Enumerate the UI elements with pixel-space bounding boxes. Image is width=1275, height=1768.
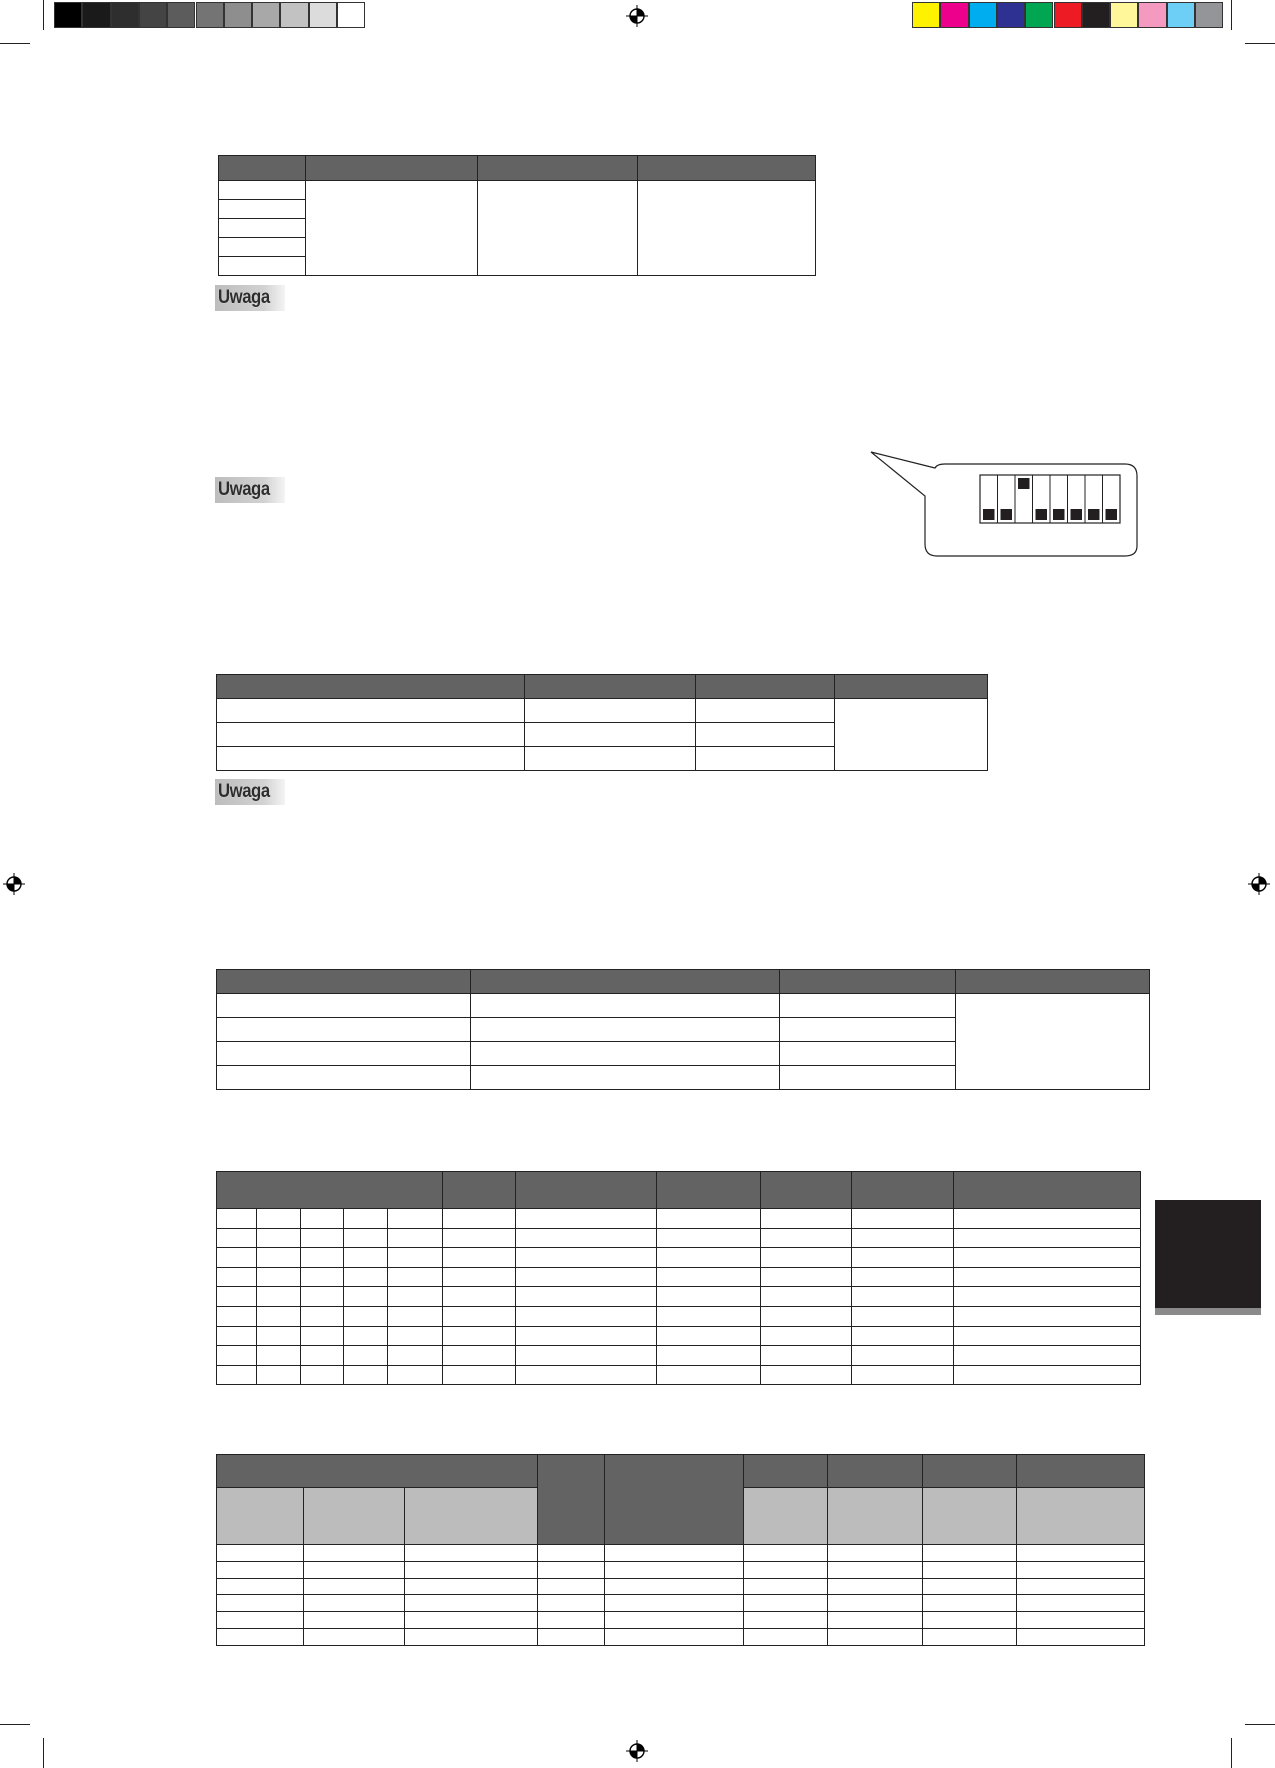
- table-cell: [217, 1248, 257, 1268]
- table-row: [217, 1228, 1141, 1248]
- table-cell: [525, 747, 696, 771]
- table-cell: [304, 1578, 405, 1595]
- table-cell: [217, 1326, 257, 1346]
- table-cell: [257, 1287, 301, 1307]
- table-header-cell: [696, 675, 835, 699]
- table-cell-merged: [835, 699, 988, 771]
- table-cell: [217, 723, 525, 747]
- table-cell: [1017, 1545, 1145, 1562]
- table-cell: [217, 1018, 471, 1042]
- dip-switch-lever-1: [983, 509, 995, 520]
- table-cell: [605, 1595, 744, 1612]
- table-cell: [525, 699, 696, 723]
- table-cell: [744, 1595, 828, 1612]
- table-cell: [852, 1365, 954, 1385]
- table-cell: [923, 1628, 1017, 1645]
- table-cell: [443, 1228, 516, 1248]
- table-header-cell: [954, 1172, 1141, 1209]
- table-cell: [217, 1578, 304, 1595]
- table-cell: [388, 1248, 443, 1268]
- table-cell: [217, 1346, 257, 1366]
- table-cell: [388, 1267, 443, 1287]
- table-header-cell: [956, 970, 1150, 994]
- table-cell: [217, 1228, 257, 1248]
- table-header-cell: [1017, 1455, 1145, 1488]
- note-label: Uwaga: [215, 477, 285, 503]
- table-cell: [301, 1248, 344, 1268]
- table-cell: [852, 1248, 954, 1268]
- table-header-cell: [923, 1455, 1017, 1488]
- table-cell: [516, 1248, 657, 1268]
- table-row: [217, 1209, 1141, 1229]
- grayscale-swatch: [167, 2, 195, 28]
- table-cell: [605, 1545, 744, 1562]
- table-cell: [1017, 1561, 1145, 1578]
- table-header-cell: [780, 970, 956, 994]
- table-5: [216, 1454, 1145, 1646]
- table-cell: [852, 1267, 954, 1287]
- table-cell: [443, 1346, 516, 1366]
- table-cell: [257, 1228, 301, 1248]
- table-row: [217, 1306, 1141, 1326]
- table-cell: [443, 1248, 516, 1268]
- table-cell: [761, 1306, 852, 1326]
- table-cell: [516, 1228, 657, 1248]
- table-cell: [538, 1545, 605, 1562]
- table-cell: [219, 257, 306, 276]
- dip-switch-lever-7: [1088, 509, 1100, 520]
- table-cell: [217, 1267, 257, 1287]
- table-cell: [257, 1267, 301, 1287]
- table-cell: [852, 1209, 954, 1229]
- table-cell: [301, 1326, 344, 1346]
- table-cell: [405, 1561, 538, 1578]
- table-cell: [344, 1267, 388, 1287]
- table-cell: [657, 1346, 761, 1366]
- table-cell: [744, 1561, 828, 1578]
- table-header-cell: [217, 1455, 538, 1488]
- table-cell: [257, 1209, 301, 1229]
- crop-mark: [1245, 1724, 1275, 1725]
- table-cell: [852, 1306, 954, 1326]
- table-cell: [923, 1595, 1017, 1612]
- color-swatch: [912, 2, 940, 28]
- table-cell: [657, 1248, 761, 1268]
- table-cell: [257, 1346, 301, 1366]
- dip-switch-lever-3: [1018, 478, 1030, 489]
- table-cell: [696, 723, 835, 747]
- table-cell: [538, 1561, 605, 1578]
- table-2: [216, 674, 988, 771]
- table-cell: [605, 1561, 744, 1578]
- table-cell: [217, 699, 525, 723]
- grayscale-swatch: [54, 2, 82, 28]
- grayscale-swatch: [337, 2, 365, 28]
- dip-switch: [980, 475, 1120, 523]
- table-cell: [217, 1545, 304, 1562]
- grayscale-swatch: [252, 2, 280, 28]
- table-cell: [538, 1578, 605, 1595]
- table-cell: [954, 1228, 1141, 1248]
- table-cell: [443, 1306, 516, 1326]
- color-swatch: [1195, 2, 1223, 28]
- table-cell: [761, 1228, 852, 1248]
- table-header-cell: [219, 156, 306, 181]
- crop-mark: [1231, 1738, 1232, 1768]
- color-swatch: [1054, 2, 1082, 28]
- table-header-cell: [828, 1455, 923, 1488]
- table-cell: [744, 1612, 828, 1629]
- table-cell: [828, 1561, 923, 1578]
- table-cell: [301, 1287, 344, 1307]
- dip-switch-lever-5: [1053, 509, 1065, 520]
- registration-mark-left-icon: [3, 873, 25, 895]
- table-row: [217, 1326, 1141, 1346]
- table-cell: [828, 1628, 923, 1645]
- table-row: [217, 1346, 1141, 1366]
- table-cell: [954, 1209, 1141, 1229]
- table-cell: [852, 1228, 954, 1248]
- table-header-cell: [852, 1172, 954, 1209]
- table-subheader-cell: [923, 1488, 1017, 1545]
- table-cell: [1017, 1578, 1145, 1595]
- table-row: [217, 1628, 1145, 1645]
- table-row: [217, 1365, 1141, 1385]
- table-header-cell: [835, 675, 988, 699]
- table-cell: [516, 1287, 657, 1307]
- table-cell: [217, 747, 525, 771]
- grayscale-swatch: [224, 2, 252, 28]
- table-cell: [405, 1595, 538, 1612]
- table-row: [217, 1545, 1145, 1562]
- table-cell: [923, 1612, 1017, 1629]
- table-header-cell: [605, 1455, 744, 1545]
- crop-mark: [0, 43, 30, 44]
- table-cell: [780, 1042, 956, 1066]
- table-cell: [605, 1612, 744, 1629]
- crop-mark: [0, 1724, 30, 1725]
- table-cell: [344, 1306, 388, 1326]
- table-cell: [344, 1287, 388, 1307]
- table-cell-merged: [638, 181, 816, 276]
- table-cell: [657, 1209, 761, 1229]
- crop-mark: [43, 1738, 44, 1768]
- table-cell: [301, 1346, 344, 1366]
- table-cell: [744, 1628, 828, 1645]
- dip-switch-callout: [865, 448, 1145, 558]
- table-cell: [304, 1561, 405, 1578]
- table-header-cell: [525, 675, 696, 699]
- table-cell: [761, 1365, 852, 1385]
- table-cell: [304, 1595, 405, 1612]
- table-cell: [1017, 1612, 1145, 1629]
- table-cell: [217, 1365, 257, 1385]
- crop-mark: [1231, 0, 1232, 30]
- color-swatch: [1138, 2, 1166, 28]
- table-row: [217, 1287, 1141, 1307]
- table-cell: [301, 1228, 344, 1248]
- table-cell: [304, 1612, 405, 1629]
- table-cell: [344, 1248, 388, 1268]
- table-1: [218, 155, 816, 276]
- table-cell: [257, 1365, 301, 1385]
- table-cell: [405, 1628, 538, 1645]
- dip-switch-lever-2: [1001, 509, 1013, 520]
- table-cell: [954, 1267, 1141, 1287]
- table-cell: [217, 994, 471, 1018]
- table-cell: [954, 1287, 1141, 1307]
- table-cell: [219, 181, 306, 200]
- table-cell: [657, 1228, 761, 1248]
- table-cell: [443, 1209, 516, 1229]
- table-cell: [304, 1628, 405, 1645]
- table-cell: [301, 1365, 344, 1385]
- table-cell: [443, 1287, 516, 1307]
- table-cell: [954, 1365, 1141, 1385]
- table-cell: [471, 994, 780, 1018]
- table-cell: [828, 1545, 923, 1562]
- table-cell: [852, 1287, 954, 1307]
- table-cell: [761, 1326, 852, 1346]
- table-cell: [219, 238, 306, 257]
- table-cell: [443, 1326, 516, 1346]
- table-cell: [923, 1561, 1017, 1578]
- table-cell: [954, 1306, 1141, 1326]
- grayscale-swatch: [196, 2, 224, 28]
- table-cell: [696, 747, 835, 771]
- table-cell: [744, 1545, 828, 1562]
- table-cell: [1017, 1595, 1145, 1612]
- table-header-cell: [217, 1172, 443, 1209]
- table-cell: [516, 1326, 657, 1346]
- color-swatch: [1082, 2, 1110, 28]
- table-cell: [471, 1066, 780, 1090]
- table-cell: [219, 200, 306, 219]
- registration-mark-top-icon: [626, 5, 648, 27]
- table-cell: [304, 1545, 405, 1562]
- grayscale-swatch: [139, 2, 167, 28]
- table-cell: [405, 1578, 538, 1595]
- table-cell: [761, 1248, 852, 1268]
- table-cell: [388, 1287, 443, 1307]
- table-header-cell: [443, 1172, 516, 1209]
- table-cell: [657, 1365, 761, 1385]
- table-3: [216, 969, 1150, 1090]
- table-cell: [780, 994, 956, 1018]
- table-cell: [217, 1287, 257, 1307]
- table-cell: [516, 1209, 657, 1229]
- table-cell-merged: [306, 181, 478, 276]
- table-subheader-cell: [304, 1488, 405, 1545]
- table-row: [217, 1561, 1145, 1578]
- table-cell: [344, 1346, 388, 1366]
- grayscale-swatch: [309, 2, 337, 28]
- table-cell: [516, 1365, 657, 1385]
- table-header-cell: [744, 1455, 828, 1488]
- table-cell: [923, 1578, 1017, 1595]
- table-cell: [217, 1042, 471, 1066]
- table-cell: [471, 1018, 780, 1042]
- table-header-cell: [217, 675, 525, 699]
- grayscale-swatch: [82, 2, 110, 28]
- table-header-cell: [638, 156, 816, 181]
- table-cell: [257, 1306, 301, 1326]
- table-cell: [217, 1066, 471, 1090]
- table-cell: [405, 1545, 538, 1562]
- table-row: [217, 1248, 1141, 1268]
- color-swatch: [1110, 2, 1138, 28]
- table-header-cell: [217, 970, 471, 994]
- table-cell: [852, 1326, 954, 1346]
- table-cell: [538, 1612, 605, 1629]
- table-cell: [538, 1628, 605, 1645]
- table-cell: [954, 1248, 1141, 1268]
- table-cell: [217, 1306, 257, 1326]
- table-cell: [257, 1326, 301, 1346]
- table-cell: [217, 1209, 257, 1229]
- table-header-cell: [306, 156, 478, 181]
- table-cell-merged: [956, 994, 1150, 1090]
- table-cell: [217, 1561, 304, 1578]
- table-cell: [471, 1042, 780, 1066]
- table-subheader-cell: [217, 1488, 304, 1545]
- table-cell: [301, 1306, 344, 1326]
- table-cell: [657, 1306, 761, 1326]
- table-cell: [344, 1365, 388, 1385]
- table-subheader-cell: [1017, 1488, 1145, 1545]
- color-swatch: [997, 2, 1025, 28]
- table-cell: [443, 1365, 516, 1385]
- table-cell: [780, 1018, 956, 1042]
- table-4: [216, 1171, 1141, 1385]
- registration-mark-right-icon: [1248, 873, 1270, 895]
- table-cell: [388, 1209, 443, 1229]
- table-header-cell: [471, 970, 780, 994]
- table-cell: [388, 1228, 443, 1248]
- table-cell: [657, 1287, 761, 1307]
- dip-switch-lever-8: [1106, 509, 1118, 520]
- color-swatch: [1025, 2, 1053, 28]
- crop-mark: [1245, 43, 1275, 44]
- table-cell: [217, 1612, 304, 1629]
- table-cell: [657, 1267, 761, 1287]
- table-header-cell: [478, 156, 638, 181]
- table-cell: [516, 1267, 657, 1287]
- table-cell: [219, 219, 306, 238]
- table-subheader-cell: [744, 1488, 828, 1545]
- table-cell: [954, 1326, 1141, 1346]
- table-cell: [1017, 1628, 1145, 1645]
- table-cell: [744, 1578, 828, 1595]
- dip-switch-lever-6: [1071, 509, 1083, 520]
- table-row: [217, 1595, 1145, 1612]
- table-cell: [301, 1209, 344, 1229]
- table-cell: [852, 1346, 954, 1366]
- section-side-tab: [1155, 1200, 1261, 1308]
- color-swatch: [1167, 2, 1195, 28]
- table-cell: [780, 1066, 956, 1090]
- table-cell: [696, 699, 835, 723]
- table-cell: [388, 1346, 443, 1366]
- color-swatch: [969, 2, 997, 28]
- table-cell: [761, 1267, 852, 1287]
- table-header-cell: [538, 1455, 605, 1545]
- table-cell: [828, 1595, 923, 1612]
- table-cell: [388, 1326, 443, 1346]
- grayscale-swatch: [280, 2, 308, 28]
- table-header-cell: [761, 1172, 852, 1209]
- table-cell-merged: [478, 181, 638, 276]
- section-side-tab-strip: [1155, 1308, 1261, 1315]
- registration-mark-bottom-icon: [626, 1740, 648, 1762]
- table-cell: [344, 1326, 388, 1346]
- table-cell: [388, 1365, 443, 1385]
- table-cell: [605, 1578, 744, 1595]
- table-cell: [388, 1306, 443, 1326]
- table-cell: [525, 723, 696, 747]
- table-cell: [443, 1267, 516, 1287]
- table-row: [217, 1267, 1141, 1287]
- table-cell: [657, 1326, 761, 1346]
- table-cell: [257, 1248, 301, 1268]
- table-cell: [516, 1306, 657, 1326]
- table-cell: [516, 1346, 657, 1366]
- grayscale-swatch: [111, 2, 139, 28]
- table-row: [217, 1578, 1145, 1595]
- table-cell: [217, 1628, 304, 1645]
- table-cell: [923, 1545, 1017, 1562]
- dip-switch-lever-4: [1036, 509, 1048, 520]
- table-cell: [761, 1346, 852, 1366]
- table-cell: [954, 1346, 1141, 1366]
- table-subheader-cell: [405, 1488, 538, 1545]
- table-cell: [344, 1228, 388, 1248]
- table-cell: [761, 1287, 852, 1307]
- table-cell: [405, 1612, 538, 1629]
- color-swatch: [940, 2, 968, 28]
- table-cell: [605, 1628, 744, 1645]
- table-cell: [301, 1267, 344, 1287]
- table-cell: [217, 1595, 304, 1612]
- table-cell: [828, 1578, 923, 1595]
- table-row: [217, 1612, 1145, 1629]
- table-cell: [538, 1595, 605, 1612]
- table-cell: [761, 1209, 852, 1229]
- table-cell: [828, 1612, 923, 1629]
- note-label: Uwaga: [215, 779, 285, 805]
- table-subheader-cell: [828, 1488, 923, 1545]
- note-label: Uwaga: [215, 285, 285, 311]
- table-cell: [344, 1209, 388, 1229]
- table-header-cell: [516, 1172, 657, 1209]
- table-header-cell: [657, 1172, 761, 1209]
- crop-mark: [43, 0, 44, 30]
